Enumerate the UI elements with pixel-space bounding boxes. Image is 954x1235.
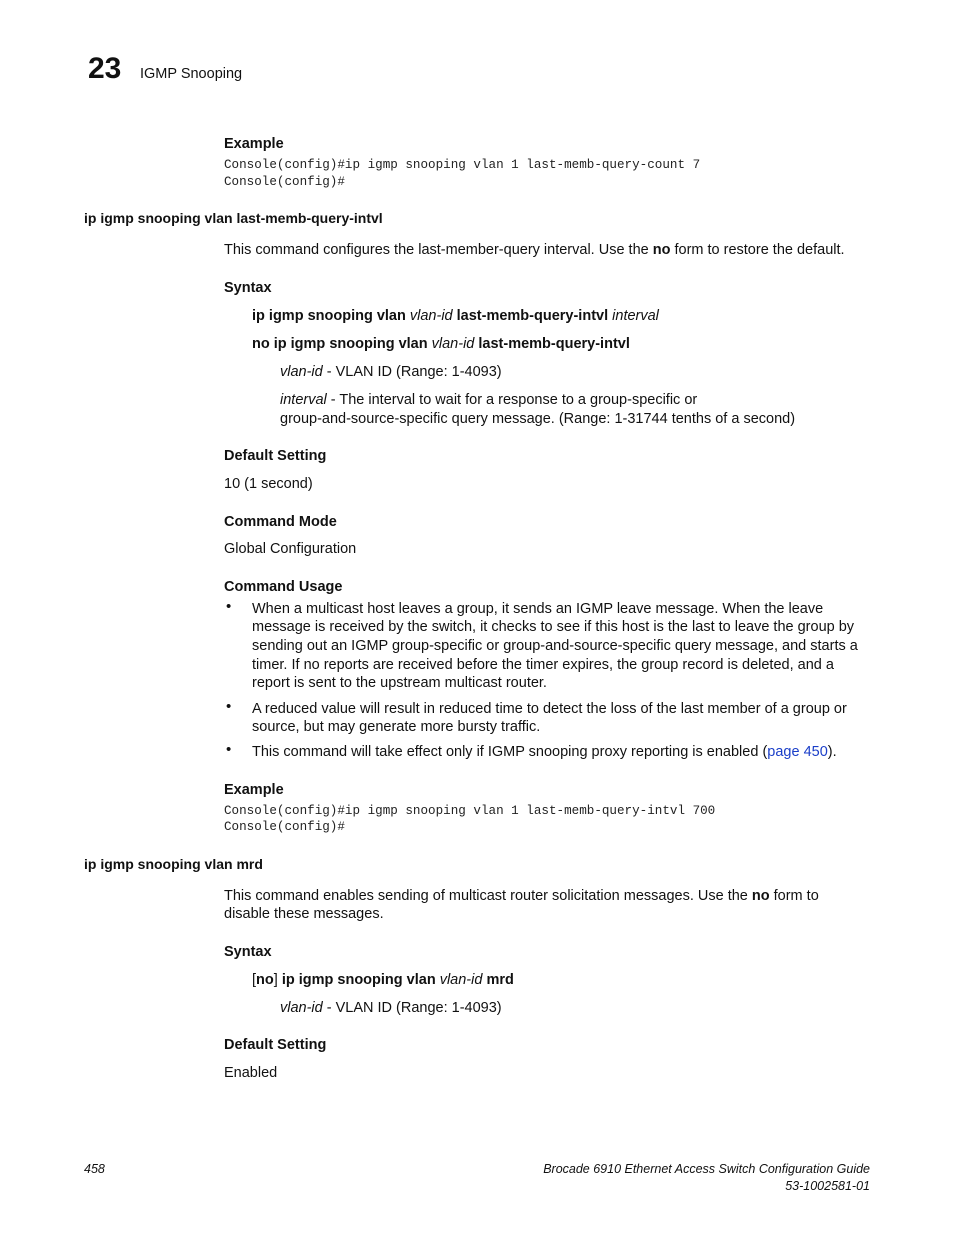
footer-doc-number: 53-1002581-01 bbox=[785, 1179, 870, 1193]
parameter-vlan-id: vlan-id - VLAN ID (Range: 1-4093) bbox=[280, 364, 502, 380]
command-title: ip igmp snooping vlan mrd bbox=[84, 856, 263, 872]
chapter-number: 23 bbox=[88, 52, 122, 85]
usage-line: sending out an IGMP group-specific or group-and-source-specific query message, and starts a bbox=[252, 638, 858, 654]
bullet-icon: • bbox=[226, 741, 232, 758]
command-mode-value: Global Configuration bbox=[224, 541, 357, 557]
page-number: 458 bbox=[84, 1162, 105, 1176]
page-link[interactable]: page 450 bbox=[767, 744, 828, 760]
usage-line: A reduced value will result in reduced time to detect the loss of the last member of a group or bbox=[252, 701, 847, 717]
command-description: This command configures the last-member-query interval. Use the no form to restore the default. bbox=[224, 242, 845, 258]
parameter-interval-cont: group-and-source-specific query message. (Range: 1-31744 tenths of a second) bbox=[280, 411, 796, 427]
command-usage-heading: Command Usage bbox=[224, 579, 343, 595]
chapter-title: IGMP Snooping bbox=[140, 66, 243, 82]
usage-line: timer. If no reports are received before the timer expires, the group record is deleted, and a bbox=[252, 657, 834, 673]
command-description-cont: disable these messages. bbox=[224, 906, 384, 922]
code-line: Console(config)# bbox=[224, 820, 345, 834]
code-line: Console(config)#ip igmp snooping vlan 1 last-memb-query-intvl 700 bbox=[224, 804, 716, 818]
bullet-icon: • bbox=[226, 598, 232, 615]
syntax-heading: Syntax bbox=[224, 944, 272, 960]
command-title: ip igmp snooping vlan last-memb-query-intvl bbox=[84, 210, 383, 226]
footer-doc-title: Brocade 6910 Ethernet Access Switch Configuration Guide bbox=[543, 1162, 870, 1176]
usage-line: message is received by the switch, it checks to see if this host is the last to leave the group by bbox=[252, 619, 855, 635]
example-heading: Example bbox=[224, 782, 284, 798]
default-setting-value: 10 (1 second) bbox=[224, 476, 313, 492]
code-line: Console(config)# bbox=[224, 175, 345, 189]
bullet-icon: • bbox=[226, 698, 232, 715]
parameter-interval: interval - The interval to wait for a response to a group-specific or bbox=[280, 392, 698, 408]
parameter-vlan-id: vlan-id - VLAN ID (Range: 1-4093) bbox=[280, 1000, 502, 1016]
usage-line: When a multicast host leaves a group, it sends an IGMP leave message. When the leave bbox=[252, 601, 824, 617]
syntax-line: [no] ip igmp snooping vlan vlan-id mrd bbox=[252, 972, 514, 988]
syntax-heading: Syntax bbox=[224, 280, 272, 296]
example-heading: Example bbox=[224, 136, 284, 152]
syntax-line: no ip igmp snooping vlan vlan-id last-memb-query-intvl bbox=[252, 336, 630, 352]
command-mode-heading: Command Mode bbox=[224, 514, 337, 530]
default-setting-value: Enabled bbox=[224, 1065, 278, 1081]
default-setting-heading: Default Setting bbox=[224, 1037, 327, 1053]
code-line: Console(config)#ip igmp snooping vlan 1 last-memb-query-count 7 bbox=[224, 158, 701, 172]
usage-line: source, but may generate more bursty traffic. bbox=[252, 719, 541, 735]
default-setting-heading: Default Setting bbox=[224, 448, 327, 464]
usage-line: This command will take effect only if IGMP snooping proxy reporting is enabled (page 450). bbox=[252, 744, 837, 760]
usage-line: report is sent to the upstream multicast router. bbox=[252, 675, 547, 691]
syntax-line: ip igmp snooping vlan vlan-id last-memb-query-intvl interval bbox=[252, 308, 659, 324]
command-description: This command enables sending of multicast router solicitation messages. Use the no form to bbox=[224, 888, 819, 904]
